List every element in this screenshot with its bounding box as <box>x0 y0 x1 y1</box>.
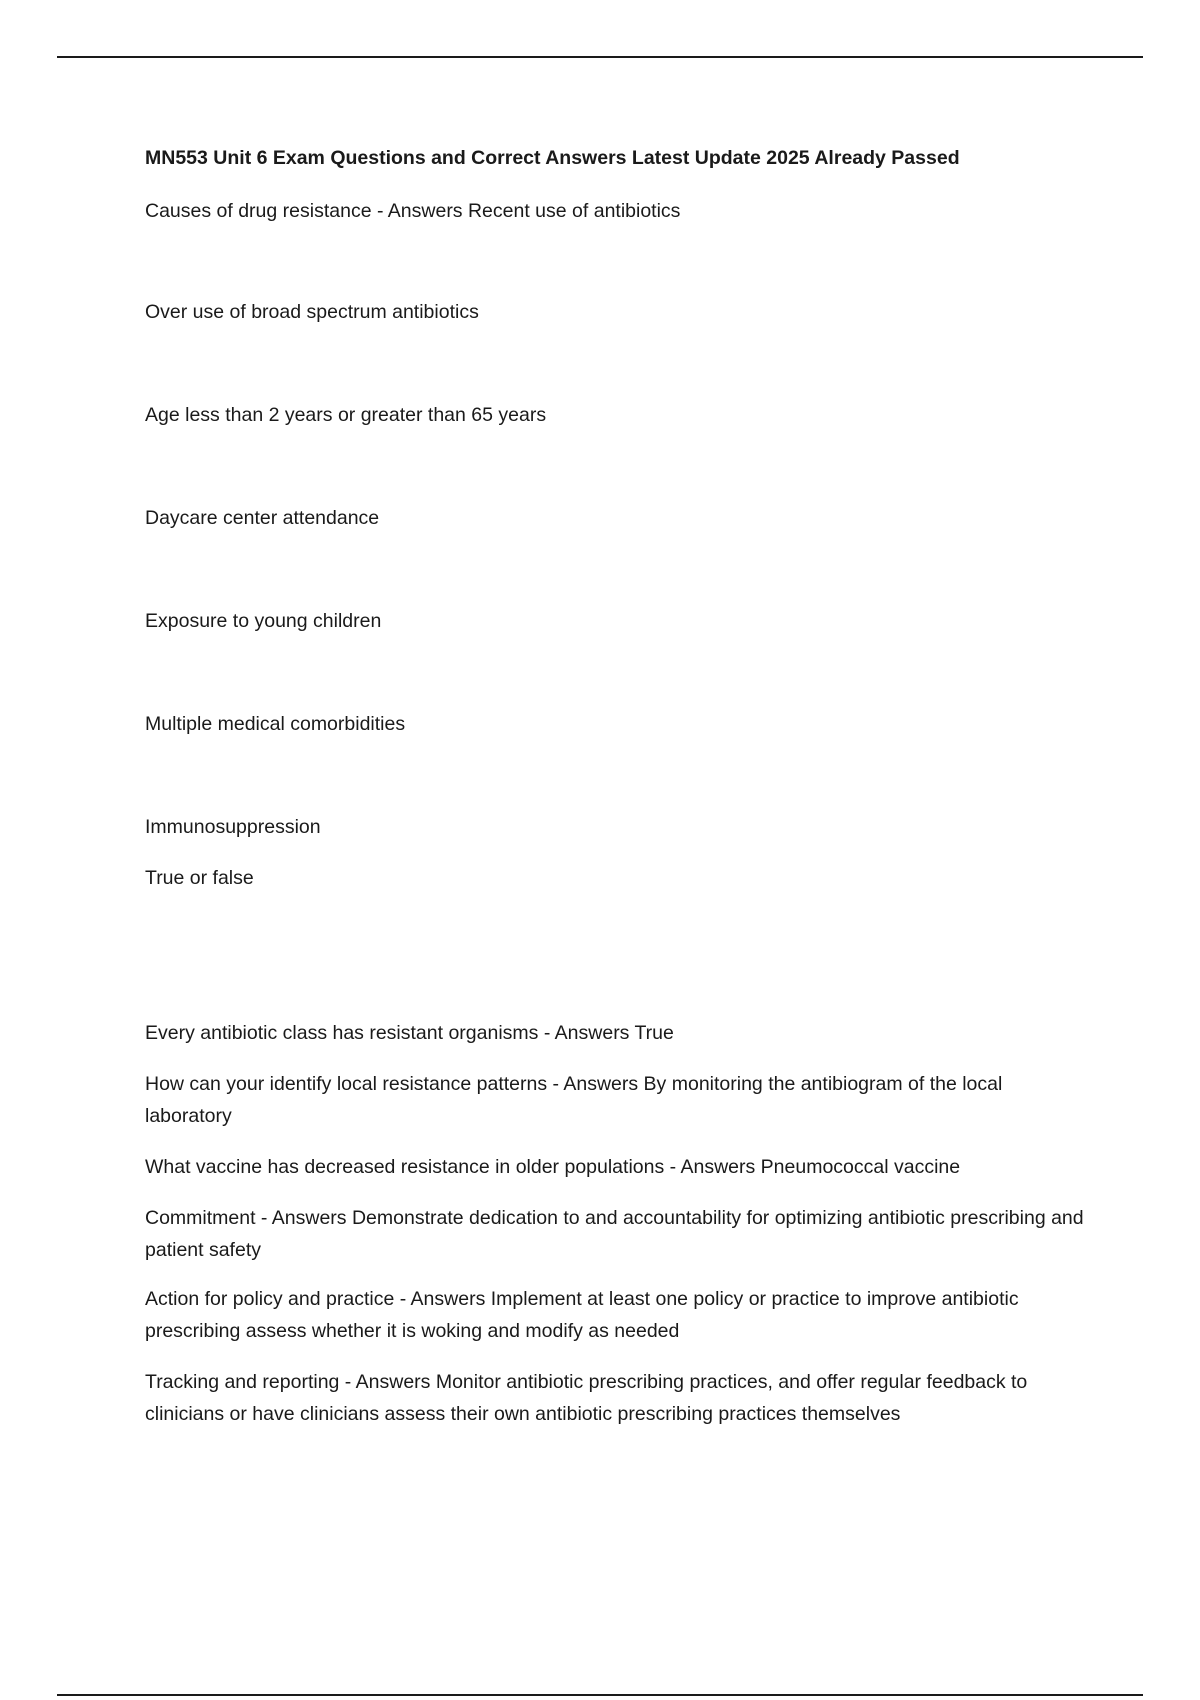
top-rule <box>57 56 1143 58</box>
text-line: What vaccine has decreased resistance in older populations - Answers Pneumococcal vaccine <box>145 1156 961 1178</box>
text-line: Exposure to young children <box>145 610 382 632</box>
bottom-rule <box>57 1694 1143 1696</box>
text-line: Immunosuppression <box>145 816 321 838</box>
text-line: How can your identify local resistance patterns - Answers By monitoring the antibiogram of the local laboratory <box>145 1073 1003 1127</box>
text-line: Commitment - Answers Demonstrate dedication to and accountability for optimizing antibiotic prescribing and patient safety <box>145 1207 1084 1261</box>
text-line: Multiple medical comorbidities <box>145 713 406 735</box>
text-line: Action for policy and practice - Answers Implement at least one policy or practice to improve antibiotic prescribing assess whether it is woking and modify as needed <box>145 1288 1019 1342</box>
text-line: Age less than 2 years or greater than 65 years <box>145 404 547 426</box>
text-line: Daycare center attendance <box>145 507 380 529</box>
document-title: MN553 Unit 6 Exam Questions and Correct Answers Latest Update 2025 Already Passed <box>145 147 960 169</box>
text-line: Causes of drug resistance - Answers Recent use of antibiotics <box>145 200 681 222</box>
text-line: Over use of broad spectrum antibiotics <box>145 301 479 323</box>
text-line: Tracking and reporting - Answers Monitor antibiotic prescribing practices, and offer regular feedback to clinicians or have clinicians assess their own antibiotic prescribing practices themselves <box>145 1371 1028 1425</box>
text-line: True or false <box>145 867 254 889</box>
text-line: Every antibiotic class has resistant organisms - Answers True <box>145 1022 674 1044</box>
